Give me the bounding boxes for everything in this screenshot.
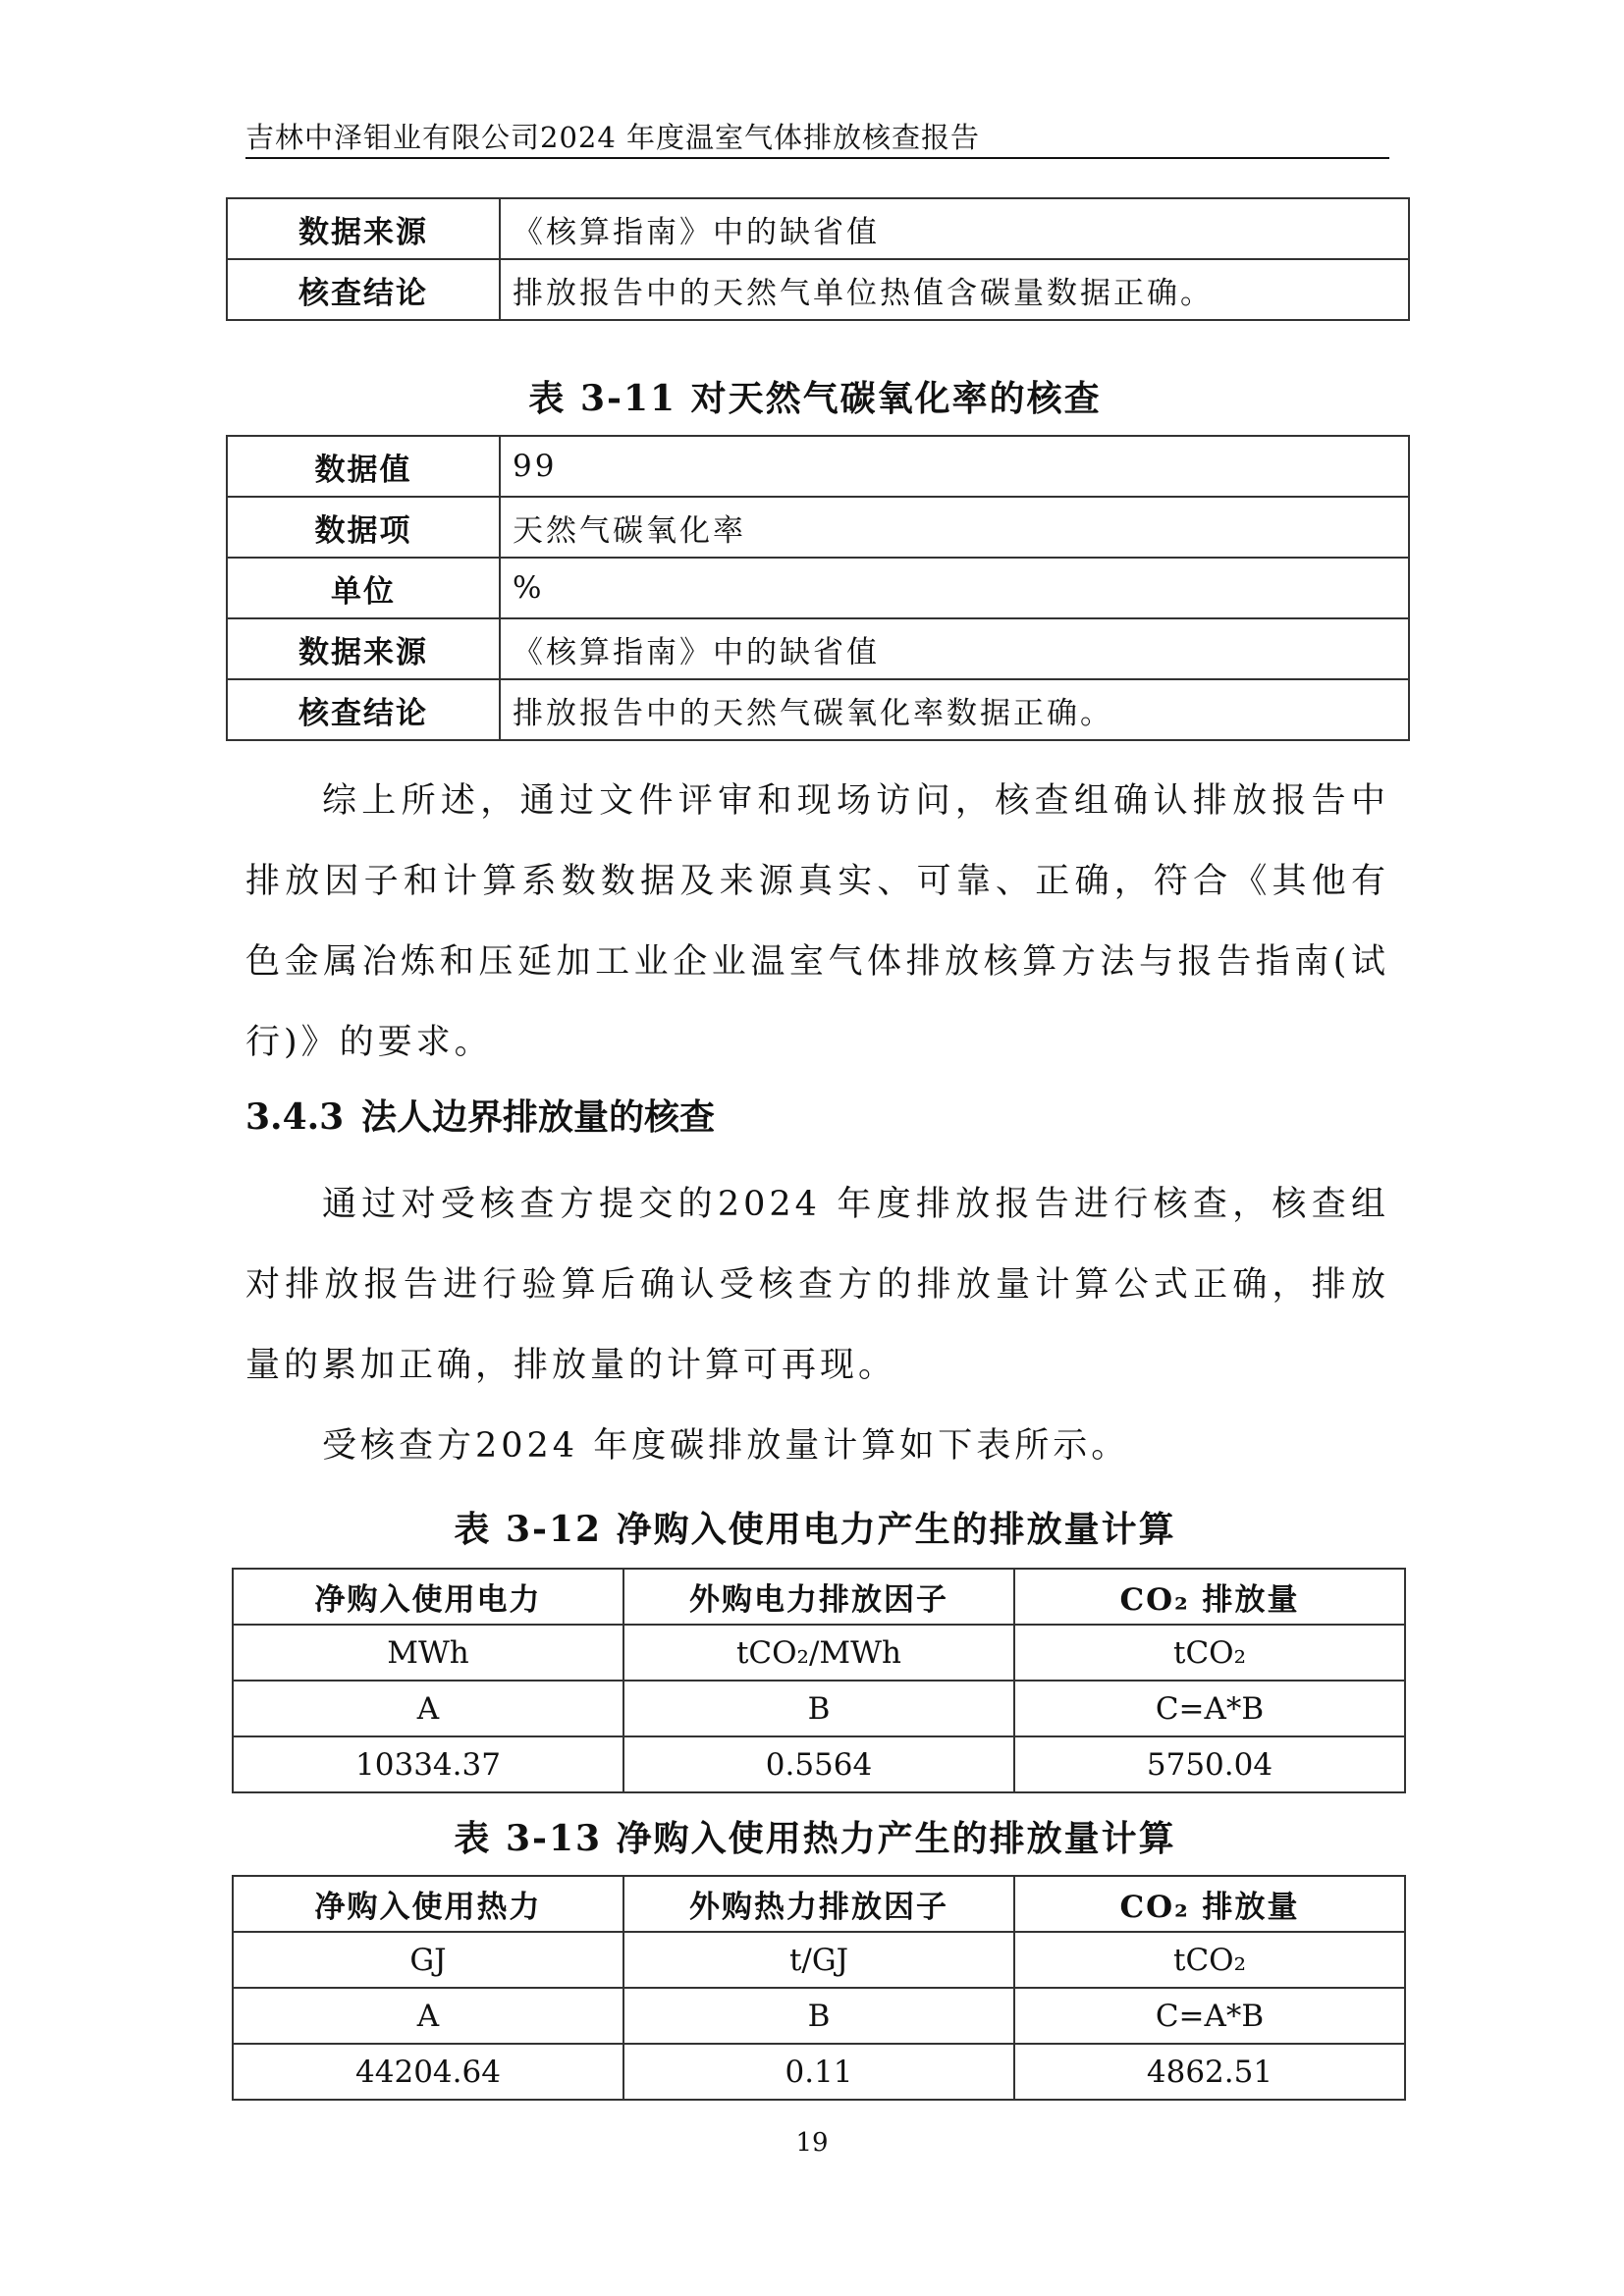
summary-paragraph: 综上所述，通过文件评审和现场访问，核查组确认排放报告中排放因子和计算系数数据及来源真实、可靠、正确，符合《其他有色金属冶炼和压延加工业企业温室气体排放核算方法与报告指南(试行)》的要求。 (245, 781, 1389, 1062)
table-row (233, 2044, 1405, 2100)
symbol-cell: B (623, 1988, 1014, 2044)
value-cell: 44204.64 (233, 2044, 623, 2100)
section-number: 3.4.3 (245, 1096, 345, 1138)
row-label: 单位 (227, 558, 500, 618)
table-3-11-caption: 表 3-11 对天然气碳氧化率的核查 (528, 378, 1102, 419)
row-label: 数据项 (227, 497, 500, 558)
symbol-cell: B (623, 1681, 1014, 1736)
row-label: 核查结论 (227, 679, 500, 740)
row-value: 排放报告中的天然气碳氧化率数据正确。 (500, 679, 1409, 740)
section-title: 法人边界排放量的核查 (361, 1096, 716, 1138)
row-value: % (500, 558, 1409, 618)
value-cell: 5750.04 (1014, 1736, 1405, 1792)
unit-cell: MWh (233, 1625, 623, 1681)
row-value: 《核算指南》中的缺省值 (500, 618, 1409, 679)
row-value: 99 (500, 436, 1409, 497)
table-header-row (233, 1876, 1405, 1932)
calculation-intro-paragraph: 受核查方2024 年度碳排放量计算如下表所示。 (322, 1426, 1130, 1466)
value-cell: 0.5564 (623, 1736, 1014, 1792)
table-header-row (233, 1569, 1405, 1625)
symbol-cell: A (233, 1988, 623, 2044)
unit-cell: t/GJ (623, 1932, 1014, 1988)
table-row (227, 436, 1409, 497)
table-row (227, 679, 1409, 740)
value-cell: 4862.51 (1014, 2044, 1405, 2100)
unit-cell: tCO₂ (1014, 1932, 1405, 1988)
symbol-cell: C=A*B (1014, 1681, 1405, 1736)
table-3-12 (232, 1568, 1406, 1793)
page-number: 19 (795, 2128, 829, 2158)
value-cell: 10334.37 (233, 1736, 623, 1792)
table-row (227, 198, 1409, 259)
row-label: 数据值 (227, 436, 500, 497)
symbol-cell: A (233, 1681, 623, 1736)
column-header: 外购热力排放因子 (623, 1876, 1014, 1932)
table-row (233, 1932, 1405, 1988)
table-row (233, 1625, 1405, 1681)
section-heading (245, 1090, 715, 1140)
unit-cell: GJ (233, 1932, 623, 1988)
page-header-title: 吉林中泽钼业有限公司2024 年度温室气体排放核查报告 (245, 121, 981, 154)
table-row (227, 618, 1409, 679)
row-value: 天然气碳氧化率 (500, 497, 1409, 558)
table-3-12-caption: 表 3-12 净购入使用电力产生的排放量计算 (454, 1509, 1176, 1550)
table-row (227, 259, 1409, 320)
column-header: 外购电力排放因子 (623, 1569, 1014, 1625)
table-row (227, 497, 1409, 558)
column-header: CO₂ 排放量 (1014, 1876, 1405, 1932)
value-cell: 0.11 (623, 2044, 1014, 2100)
column-header: CO₂ 排放量 (1014, 1569, 1405, 1625)
table-3-13-caption: 表 3-13 净购入使用热力产生的排放量计算 (454, 1818, 1176, 1859)
unit-cell: tCO₂/MWh (623, 1625, 1014, 1681)
table-3-13 (232, 1875, 1406, 2101)
row-value: 《核算指南》中的缺省值 (500, 198, 1409, 259)
row-label: 数据来源 (227, 618, 500, 679)
table-row (233, 1681, 1405, 1736)
symbol-cell: C=A*B (1014, 1988, 1405, 2044)
column-header: 净购入使用热力 (233, 1876, 623, 1932)
row-value: 排放报告中的天然气单位热值含碳量数据正确。 (500, 259, 1409, 320)
row-label: 核查结论 (227, 259, 500, 320)
table-row (233, 1988, 1405, 2044)
header-rule (245, 157, 1389, 159)
row-label: 数据来源 (227, 198, 500, 259)
column-header: 净购入使用电力 (233, 1569, 623, 1625)
unit-cell: tCO₂ (1014, 1625, 1405, 1681)
verification-paragraph: 通过对受核查方提交的2024 年度排放报告进行核查，核查组对排放报告进行验算后确认受核查方的排放量计算公式正确，排放量的累加正确，排放量的计算可再现。 (245, 1185, 1389, 1385)
table-3-11 (226, 435, 1410, 741)
continued-verification-table (226, 197, 1410, 321)
table-row (227, 558, 1409, 618)
table-row (233, 1736, 1405, 1792)
